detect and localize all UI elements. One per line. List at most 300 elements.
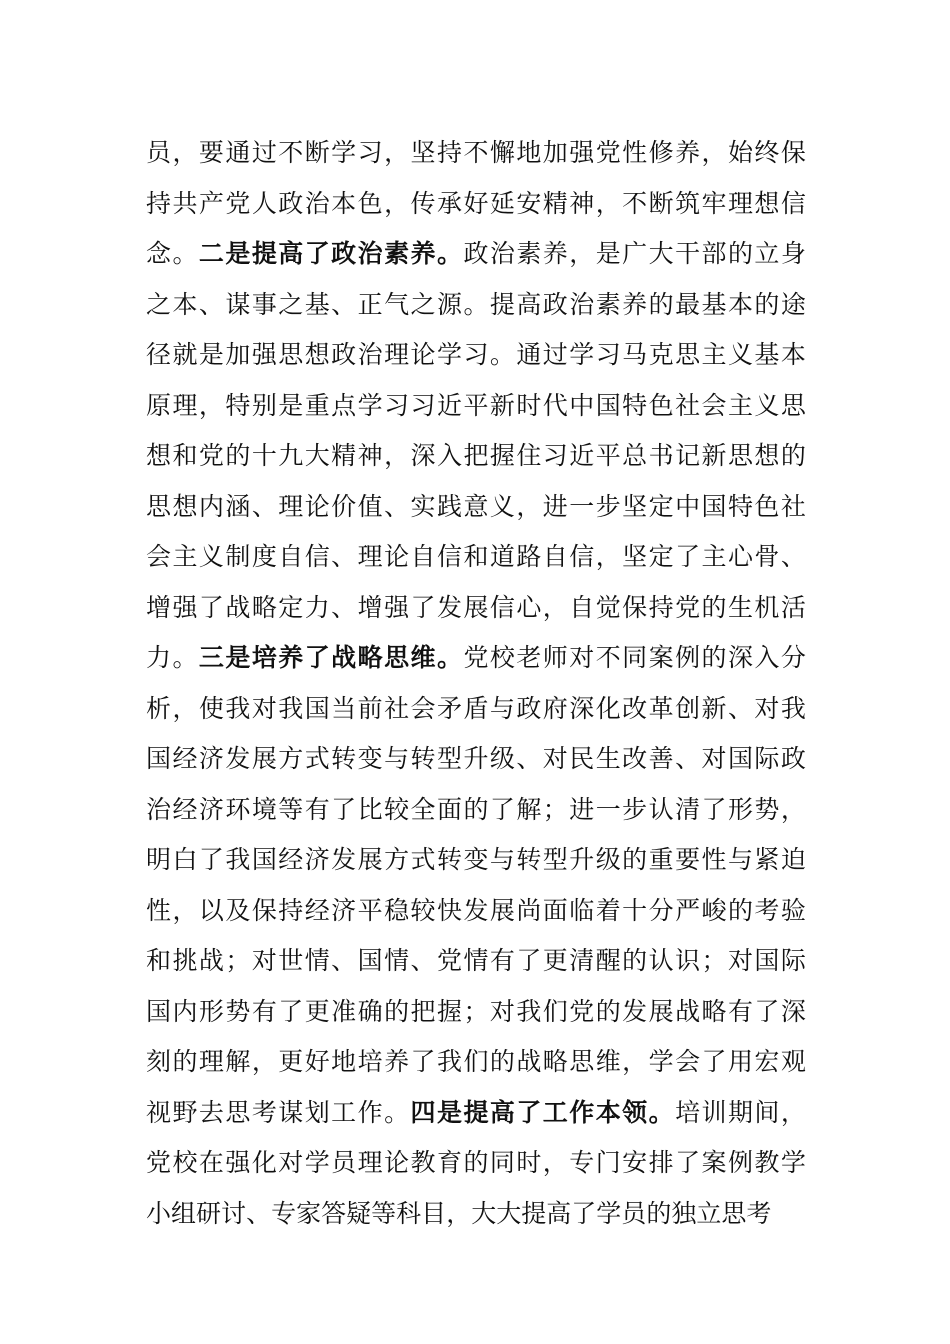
text-char: 验: [780, 895, 806, 925]
text-char: 治: [569, 289, 595, 319]
text-char: 信: [304, 542, 330, 571]
text-char: 专: [271, 1198, 297, 1228]
text-char: 当: [331, 693, 357, 723]
text-char: 把: [463, 441, 489, 470]
text-char: 更: [304, 996, 330, 1026]
text-char: 临: [569, 895, 595, 925]
text-char: 社: [675, 390, 701, 420]
text-char: 员: [621, 1198, 647, 1228]
text-char: 性: [622, 138, 648, 167]
text-char: 坚: [622, 542, 648, 571]
text-char: 深: [727, 643, 753, 672]
text-char: 坚: [622, 491, 648, 521]
emphasis-char: 领: [622, 1097, 648, 1127]
text-char: 生: [595, 744, 621, 773]
text-char: 性: [146, 895, 172, 925]
text-char: 治: [489, 239, 515, 268]
text-char: 民: [569, 744, 595, 773]
text-char: ，: [446, 1198, 472, 1228]
emphasis-char: 养: [278, 643, 304, 672]
text-char: 、: [251, 491, 277, 521]
text-char: 了: [331, 794, 357, 824]
text-line: [146, 381, 806, 432]
text-char: 型: [436, 744, 462, 773]
text-char: 心: [727, 542, 753, 571]
text-char: 牢: [701, 188, 727, 218]
text-line: [146, 684, 806, 735]
text-char: 等: [371, 1198, 397, 1228]
text-char: 不: [463, 138, 489, 167]
text-char: 不: [595, 643, 621, 672]
text-char: 途: [780, 289, 806, 319]
text-char: 思: [721, 1198, 747, 1228]
text-char: 干: [675, 239, 701, 268]
text-char: 略: [701, 996, 727, 1026]
text-char: 新: [701, 693, 727, 723]
text-char: 党: [595, 138, 621, 167]
text-char: 了: [278, 996, 304, 1026]
text-char: 工: [331, 1097, 357, 1127]
text-char: 高: [516, 289, 542, 319]
text-char: 大: [304, 441, 330, 470]
text-char: 使: [198, 693, 224, 723]
text-char: ，: [384, 441, 410, 470]
emphasis-char: 提: [251, 239, 277, 268]
text-char: 对: [251, 693, 277, 723]
text-char: 快: [436, 895, 462, 925]
text-char: 义: [198, 542, 224, 571]
text-char: ，: [542, 1148, 568, 1177]
text-char: 战: [516, 1047, 542, 1076]
text-char: 性: [701, 845, 727, 874]
text-char: 势: [225, 996, 251, 1026]
text-char: ，: [542, 592, 568, 622]
emphasis-char: 维: [410, 643, 436, 672]
text-char: 平: [595, 441, 621, 470]
emphasis-char: 。: [436, 239, 462, 268]
text-char: 会: [410, 693, 436, 723]
text-char: 谋: [225, 289, 251, 319]
text-char: 经: [278, 845, 304, 874]
text-char: 府: [542, 693, 568, 723]
text-char: 强: [251, 340, 277, 369]
text-char: 本: [727, 289, 753, 319]
text-char: 级: [489, 744, 515, 773]
text-char: 路: [516, 542, 542, 571]
text-char: 和: [172, 441, 198, 470]
text-char: 的: [384, 996, 410, 1026]
text-char: 意: [463, 491, 489, 521]
text-char: 变: [357, 744, 383, 773]
text-char: 会: [146, 542, 172, 571]
text-char: 国: [146, 744, 172, 773]
text-char: 革: [648, 693, 674, 723]
text-char: 、: [516, 744, 542, 773]
text-char: ，: [595, 542, 621, 571]
text-char: 国: [251, 845, 277, 874]
text-char: 展: [463, 592, 489, 622]
emphasis-char: 是: [225, 239, 251, 268]
text-char: 论: [304, 491, 330, 521]
text-char: 加: [225, 340, 251, 369]
text-char: 观: [780, 1047, 806, 1076]
text-char: 谋: [278, 1097, 304, 1127]
text-char: 国: [357, 946, 383, 975]
text-char: 地: [516, 138, 542, 167]
text-char: 主: [172, 542, 198, 571]
text-line: [146, 179, 806, 230]
text-char: 我: [225, 845, 251, 874]
text-char: 刻: [146, 1047, 172, 1076]
text-char: 党: [675, 592, 701, 622]
text-char: 员: [146, 138, 172, 167]
text-char: 。: [463, 289, 489, 319]
text-char: 思: [780, 390, 806, 420]
text-char: 保: [251, 895, 277, 925]
text-char: 思: [146, 491, 172, 521]
emphasis-char: 本: [595, 1097, 621, 1127]
text-char: 念: [146, 239, 172, 268]
text-char: 思: [727, 441, 753, 470]
text-line: [146, 734, 806, 785]
text-char: ，: [569, 239, 595, 268]
text-char: 例: [675, 643, 701, 672]
text-line: [146, 1088, 806, 1139]
text-char: 十: [622, 895, 648, 925]
text-char: 了: [489, 794, 515, 824]
text-char: 不: [278, 138, 304, 167]
text-char: 承: [436, 188, 462, 218]
text-char: 去: [198, 1097, 224, 1127]
text-char: 培: [357, 1047, 383, 1076]
text-char: 十: [251, 441, 277, 470]
text-char: 们: [463, 1047, 489, 1076]
text-char: 我: [516, 996, 542, 1026]
text-char: 的: [489, 1047, 515, 1076]
text-char: 原: [146, 390, 172, 420]
text-char: ；: [225, 946, 251, 975]
text-char: 情: [384, 946, 410, 975]
text-char: 价: [331, 491, 357, 521]
text-char: 强: [569, 138, 595, 167]
text-char: 讨: [221, 1198, 247, 1228]
emphasis-char: 高: [489, 1097, 515, 1127]
text-char: 保: [780, 138, 806, 167]
text-char: 党: [146, 1148, 172, 1177]
text-char: 战: [675, 996, 701, 1026]
text-char: 目: [421, 1198, 447, 1228]
text-char: 气: [384, 289, 410, 319]
text-char: 济: [198, 794, 224, 824]
emphasis-char: 三: [198, 643, 224, 672]
text-char: 前: [357, 693, 383, 723]
text-char: 、: [246, 1198, 272, 1228]
text-char: 理: [198, 1047, 224, 1076]
text-char: 进: [542, 491, 568, 521]
text-char: 理: [357, 1148, 383, 1177]
text-char: 保: [622, 592, 648, 622]
text-char: 始: [727, 138, 753, 167]
text-line: [146, 785, 806, 836]
text-char: 认: [648, 946, 674, 975]
text-char: 有: [304, 794, 330, 824]
text-char: 发: [331, 845, 357, 874]
text-char: 分: [648, 895, 674, 925]
text-char: 的: [780, 441, 806, 470]
text-char: 严: [675, 895, 701, 925]
text-char: 实: [410, 491, 436, 521]
text-char: ，: [780, 794, 806, 824]
text-char: 及: [225, 895, 251, 925]
text-char: 考: [746, 1198, 772, 1228]
text-char: 治: [304, 188, 330, 218]
text-char: 面: [542, 895, 568, 925]
text-char: 峻: [701, 895, 727, 925]
text-char: 内: [198, 491, 224, 521]
text-char: 理: [278, 491, 304, 521]
text-char: 加: [542, 138, 568, 167]
emphasis-char: 了: [304, 239, 330, 268]
text-char: 的: [595, 996, 621, 1026]
text-char: 对: [489, 996, 515, 1026]
text-char: 是: [278, 390, 304, 420]
text-char: 、: [675, 744, 701, 773]
text-char: 展: [489, 895, 515, 925]
text-char: 想: [172, 491, 198, 521]
text-char: 点: [331, 390, 357, 420]
text-char: 记: [675, 441, 701, 470]
text-char: 比: [357, 794, 383, 824]
text-char: 强: [384, 592, 410, 622]
text-char: 的: [622, 845, 648, 874]
emphasis-char: 工: [542, 1097, 568, 1127]
text-char: 强: [225, 1148, 251, 1177]
text-char: 共: [172, 188, 198, 218]
text-char: 排: [648, 1148, 674, 1177]
text-char: 深: [780, 996, 806, 1026]
text-char: 想: [304, 340, 330, 369]
text-char: 创: [675, 693, 701, 723]
text-char: 中: [675, 491, 701, 521]
text-char: 经: [304, 895, 330, 925]
text-char: 。: [384, 1097, 410, 1127]
text-char: 立: [696, 1198, 722, 1228]
text-char: 握: [436, 996, 462, 1026]
text-char: 门: [595, 1148, 621, 1177]
text-char: 、: [331, 542, 357, 571]
text-char: 部: [701, 239, 727, 268]
text-char: 盾: [463, 693, 489, 723]
text-char: 迫: [780, 845, 806, 874]
text-char: 政: [780, 744, 806, 773]
text-char: 代: [542, 390, 568, 420]
text-char: 了: [198, 845, 224, 874]
text-char: 以: [198, 895, 224, 925]
text-char: 义: [754, 390, 780, 420]
text-char: 活: [780, 592, 806, 622]
text-char: 级: [595, 845, 621, 874]
text-char: 想: [754, 441, 780, 470]
text-char: 培: [675, 1097, 701, 1127]
text-char: 大: [496, 1198, 522, 1228]
text-char: 克: [648, 340, 674, 369]
text-char: 分: [780, 643, 806, 672]
text-char: ，: [780, 1097, 806, 1127]
text-char: 好: [304, 1047, 330, 1076]
text-char: 养: [675, 138, 701, 167]
text-char: 心: [516, 592, 542, 622]
text-char: 之: [410, 289, 436, 319]
text-char: 、: [198, 289, 224, 319]
text-char: 习: [595, 340, 621, 369]
text-char: 会: [701, 390, 727, 420]
text-char: 理: [172, 390, 198, 420]
text-char: 形: [727, 794, 753, 824]
text-char: 对: [542, 744, 568, 773]
text-char: 化: [595, 693, 621, 723]
text-char: 转: [331, 744, 357, 773]
text-char: 自: [278, 542, 304, 571]
text-char: 论: [384, 542, 410, 571]
text-char: 立: [754, 239, 780, 268]
text-char: 本: [331, 188, 357, 218]
text-char: 修: [648, 138, 674, 167]
text-char: 习: [357, 138, 383, 167]
emphasis-char: 二: [198, 239, 224, 268]
text-char: 涵: [225, 491, 251, 521]
text-char: 老: [516, 643, 542, 672]
text-char: 研: [196, 1198, 222, 1228]
text-char: 、: [780, 542, 806, 571]
text-char: 准: [331, 996, 357, 1026]
text-char: 稳: [384, 895, 410, 925]
text-char: 色: [648, 390, 674, 420]
text-char: 识: [675, 946, 701, 975]
text-char: 信: [569, 542, 595, 571]
text-char: 学: [436, 340, 462, 369]
text-char: 。: [172, 239, 198, 268]
text-char: 平: [357, 895, 383, 925]
text-char: 入: [754, 643, 780, 672]
text-char: 展: [357, 845, 383, 874]
text-char: 治: [357, 340, 383, 369]
text-char: 教: [754, 1148, 780, 1177]
text-char: 改: [622, 693, 648, 723]
text-char: 的: [701, 592, 727, 622]
emphasis-char: 思: [384, 643, 410, 672]
text-char: 断: [304, 138, 330, 167]
text-char: 学: [331, 138, 357, 167]
text-char: 对: [569, 643, 595, 672]
text-char: 宏: [754, 1047, 780, 1076]
text-char: 自: [542, 542, 568, 571]
text-char: 有: [727, 996, 753, 1026]
text-char: 的: [701, 643, 727, 672]
text-char: 训: [701, 1097, 727, 1127]
text-char: 式: [410, 845, 436, 874]
text-char: 自: [410, 542, 436, 571]
emphasis-char: 素: [384, 239, 410, 268]
text-char: 学: [596, 1198, 622, 1228]
text-line: [146, 633, 806, 684]
text-char: 紧: [754, 845, 780, 874]
text-char: 、: [410, 946, 436, 975]
text-char: 环: [225, 794, 251, 824]
text-char: 制: [225, 542, 251, 571]
text-char: 方: [384, 845, 410, 874]
text-char: 平: [463, 390, 489, 420]
text-char: 变: [463, 845, 489, 874]
text-char: 论: [410, 340, 436, 369]
text-char: 用: [727, 1047, 753, 1076]
text-char: 式: [304, 744, 330, 773]
text-char: 员: [331, 1148, 357, 1177]
emphasis-char: 政: [331, 239, 357, 268]
text-char: 间: [754, 1097, 780, 1127]
text-char: 济: [304, 845, 330, 874]
text-char: 战: [225, 592, 251, 622]
text-char: 我: [436, 1047, 462, 1076]
text-char: 骨: [754, 542, 780, 571]
text-char: 定: [278, 592, 304, 622]
text-char: 、: [331, 592, 357, 622]
text-char: 的: [172, 1047, 198, 1076]
text-char: 党: [198, 441, 224, 470]
text-char: 不: [622, 188, 648, 218]
text-char: 想: [146, 441, 172, 470]
text-char: 论: [384, 1148, 410, 1177]
text-line: [146, 431, 806, 482]
text-char: 的: [754, 289, 780, 319]
text-char: 、: [384, 491, 410, 521]
emphasis-char: 了: [304, 643, 330, 672]
text-char: 师: [542, 643, 568, 672]
text-char: 要: [198, 138, 224, 167]
text-char: 势: [754, 794, 780, 824]
text-char: 考: [754, 895, 780, 925]
text-char: 定: [648, 542, 674, 571]
text-char: 专: [569, 1148, 595, 1177]
text-char: 养: [384, 1047, 410, 1076]
text-char: 懈: [489, 138, 515, 167]
text-char: 马: [622, 340, 648, 369]
emphasis-char: 养: [410, 239, 436, 268]
text-char: 主: [727, 390, 753, 420]
text-line: [146, 936, 806, 987]
text-char: 色: [357, 188, 383, 218]
text-char: 习: [542, 441, 568, 470]
text-char: 机: [754, 592, 780, 622]
text-char: 际: [754, 744, 780, 773]
emphasis-char: 四: [410, 1097, 436, 1127]
text-char: 挑: [172, 946, 198, 975]
text-line: [146, 532, 806, 583]
text-char: 近: [569, 441, 595, 470]
text-char: ，: [172, 693, 198, 723]
text-char: 清: [569, 946, 595, 975]
text-char: 转: [410, 744, 436, 773]
text-char: 野: [172, 1097, 198, 1127]
text-char: 思: [569, 1047, 595, 1076]
text-line: [146, 835, 806, 886]
text-char: 经: [172, 794, 198, 824]
text-char: 步: [622, 794, 648, 824]
text-char: 精: [331, 441, 357, 470]
text-char: 更: [542, 946, 568, 975]
text-char: 精: [542, 188, 568, 218]
text-char: 答: [321, 1198, 347, 1228]
text-char: 政: [463, 239, 489, 268]
